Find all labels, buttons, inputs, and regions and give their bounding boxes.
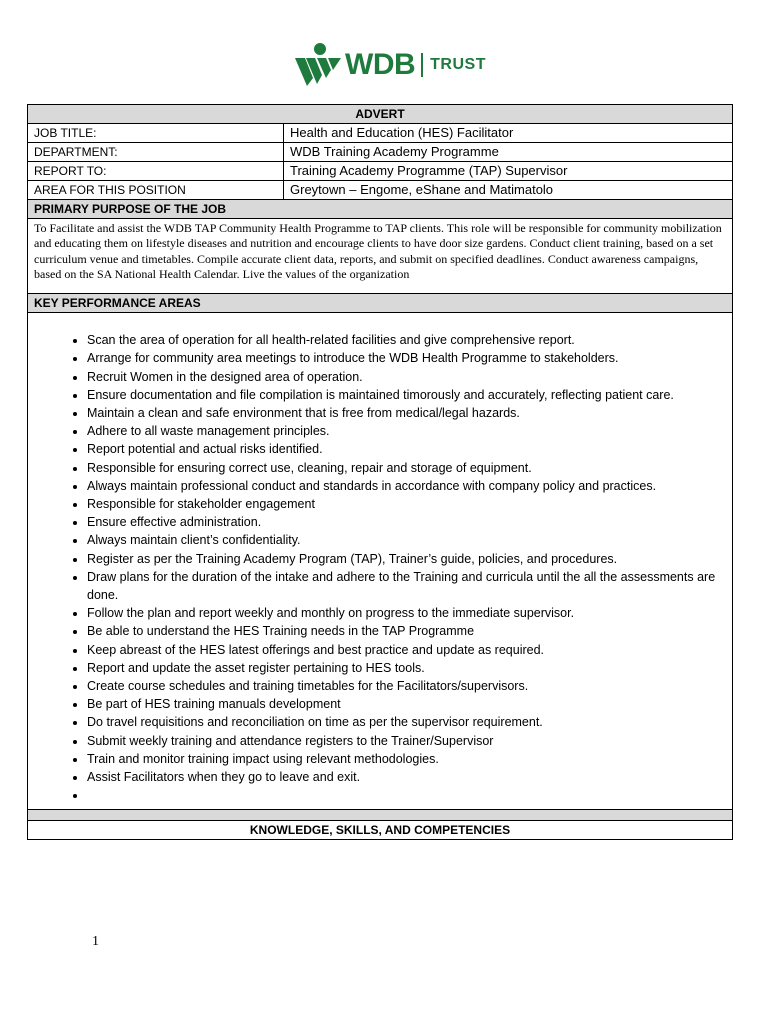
field-value: Greytown – Engome, eShane and Matimatolo	[290, 182, 554, 197]
kpa-list-item: • Follow the plan and report weekly and monthly on progress to the immediate supervisor.	[87, 604, 726, 622]
advert-header-row	[28, 105, 732, 123]
kpa-header-row	[28, 293, 732, 312]
purpose-body-row	[28, 218, 732, 293]
field-label: REPORT TO:	[28, 162, 284, 180]
logo-brand: WDB	[345, 48, 416, 81]
field-row-area	[28, 180, 732, 199]
field-value: WDB Training Academy Programme	[290, 144, 499, 159]
kpa-list-item: • Register as per the Training Academy Program (TAP), Trainer’s guide, policies, and procedures.	[87, 550, 726, 568]
kpa-list-item: • Responsible for ensuring correct use, cleaning, repair and storage of equipment.	[87, 459, 726, 477]
kpa-list-item: • Be part of HES training manuals development	[87, 695, 726, 713]
wdb-trust-logo	[293, 42, 486, 88]
kpa-list-item: • Adhere to all waste management principles.	[87, 422, 726, 440]
kpa-list-item: • Be able to understand the HES Training needs in the TAP Programme	[87, 622, 726, 640]
ksc-header-row	[28, 820, 732, 839]
purpose-header-row	[28, 199, 732, 218]
kpa-body-row	[28, 312, 732, 809]
kpa-list-item: • Scan the area of operation for all health-related facilities and give comprehensive report.	[87, 331, 726, 349]
kpa-list-item: • Always maintain client’s confidentiality.	[87, 531, 726, 549]
field-row-report-to	[28, 161, 732, 180]
field-row-department	[28, 142, 732, 161]
wdb-emblem-icon	[293, 42, 343, 88]
field-label: DEPARTMENT:	[28, 143, 284, 161]
kpa-list-item: • Ensure effective administration.	[87, 513, 726, 531]
kpa-list-item: • Always maintain professional conduct and standards in accordance with company policy and practices.	[87, 477, 726, 495]
kpa-list-item: • Responsible for stakeholder engagement	[87, 495, 726, 513]
kpa-header: KEY PERFORMANCE AREAS	[28, 294, 732, 312]
kpa-list-item	[87, 786, 726, 804]
kpa-list-item: • Create course schedules and training timetables for the Facilitators/supervisors.	[87, 677, 726, 695]
kpa-list-item: • Arrange for community area meetings to introduce the WDB Health Programme to stakeholders.	[87, 349, 726, 367]
advert-header: ADVERT	[28, 105, 732, 123]
kpa-list-item: • Recruit Women in the designed area of operation.	[87, 368, 726, 386]
purpose-text: To Facilitate and assist the WDB TAP Community Health Programme to TAP clients. This role will be responsible for community mobilization and educating them on lifestyle diseases and nutrition and encourage clients to have door size gardens. Conduct client training, based on a set curriculum venue and timetables. Compile accurate client data, reports, and submit on specified deadlines. Conduct awareness campaigns, based on the SA National Health Calendar. Live the values of the organization	[34, 221, 722, 281]
logo-divider	[421, 53, 423, 77]
kpa-list-item: • Assist Facilitators when they go to leave and exit.	[87, 768, 726, 786]
purpose-header: PRIMARY PURPOSE OF THE JOB	[28, 200, 732, 218]
kpa-list-item: • Draw plans for the duration of the intake and adhere to the Training and curricula until the all the assessments are done.	[87, 568, 726, 604]
page-number: 1	[92, 934, 99, 949]
field-value: Training Academy Programme (TAP) Supervisor	[290, 163, 568, 178]
kpa-list-item: • Submit weekly training and attendance registers to the Trainer/Supervisor	[87, 732, 726, 750]
kpa-list-item: • Do travel requisitions and reconciliation on time as per the supervisor requirement.	[87, 713, 726, 731]
kpa-list-item: • Report and update the asset register pertaining to HES tools.	[87, 659, 726, 677]
kpa-list-item: • Maintain a clean and safe environment that is free from medical/legal hazards.	[87, 404, 726, 422]
kpa-list-item: • Report potential and actual risks identified.	[87, 440, 726, 458]
kpa-list	[34, 331, 726, 804]
ksc-header: KNOWLEDGE, SKILLS, AND COMPETENCIES	[28, 821, 732, 839]
field-label: AREA FOR THIS POSITION	[28, 181, 284, 199]
logo-suffix: TRUST	[430, 56, 486, 73]
job-advert-table	[27, 104, 733, 840]
kpa-list-item: • Ensure documentation and file compilation is maintained timorously and accurately, reflecting patient care.	[87, 386, 726, 404]
field-value: Health and Education (HES) Facilitator	[290, 125, 514, 140]
kpa-list-item: • Keep abreast of the HES latest offerings and best practice and update as required.	[87, 641, 726, 659]
kpa-list-item: • Train and monitor training impact using relevant methodologies.	[87, 750, 726, 768]
kpa-list-container	[28, 313, 732, 809]
field-label: JOB TITLE:	[28, 124, 284, 142]
empty-shaded-row	[28, 809, 732, 820]
field-row-job-title	[28, 123, 732, 142]
